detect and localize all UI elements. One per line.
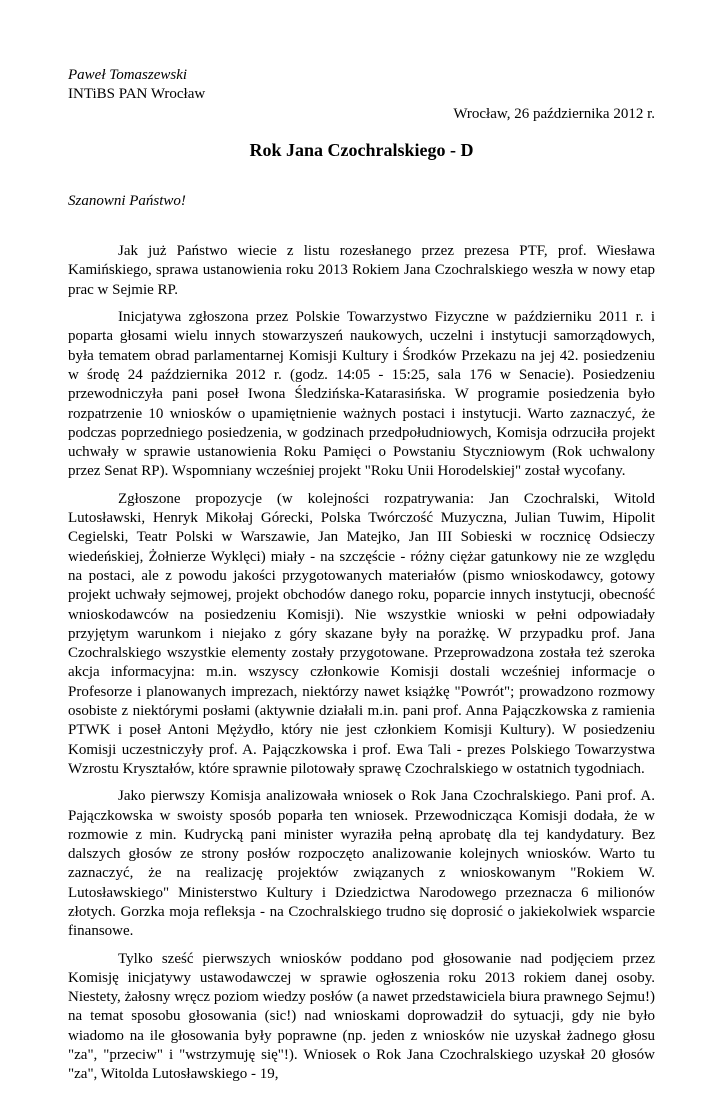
paragraph: Jako pierwszy Komisja analizowała wniosek o Rok Jana Czochralskiego. Pani prof. A. Pajączkowska w swoisty sposób poparła ten wniosek. Przewodnicząca Komisji dodała, że w rozmowie z min. Kudrycką pani minister wyraziła pełną aprobatę dla tej kandydatury. Bez dalszych głosów ze strony posłów rozpoczęto analizowanie kolejnych wniosków. Warto tu zaznaczyć, że na realizację projektów związanych z wnioskowanym "Rokiem W. Lutosławskiego" Ministerstwo Kultury i Dziedzictwa Narodowego przeznacza 6 milionów złotych. Gorzka moja refleksja - na Czochralskiego trudno się doprosić o jakiekolwiek wsparcie finansowe. [68,788,655,940]
document-title: Rok Jana Czochralskiego - D [249,139,474,160]
paragraph: Tylko sześć pierwszych wniosków poddano pod głosowanie nad podjęciem przez Komisję inicjatywy ustawodawczej w sprawie ogłoszenia roku 2013 rokiem danej osoby. Niestety, żałosny wręcz poziom wiedzy posłów (a nawet przedstawiciela biura prawnego Sejmu!) na temat sposobu głosowania (sic!) nad wnioskami doprowadził do sytuacji, gdy nie było wiadomo na ile głosowania były poprawne (np. jeden z wniosków nie uzyskał żadnego głosu "za", "przeciw" i "wstrzymuję się"!). Wniosek o Rok Jana Czochralskiego uzyskał 20 głosów "za", Witolda Lutosławskiego - 19, [68,950,655,1083]
document-page [68,66,655,1093]
salutation: Szanowni Państwo! [68,192,186,209]
letter-body [68,242,655,1084]
paragraph: Jak już Państwo wiecie z listu rozesłanego przez prezesa PTF, prof. Wiesława Kamińskiego, sprawa ustanowienia roku 2013 Rokiem Jana Czochralskiego weszła w nowy etap prac w Sejmie RP. [68,243,655,298]
paragraph: Inicjatywa zgłoszona przez Polskie Towarzystwo Fizyczne w październiku 2011 r. i poparta głosami wielu innych stowarzyszeń naukowych, uczelni i instytucji samorządowych, była tematem obrad parlamentarnej Komisji Kultury i Środków Przekazu na jej 42. posiedzeniu w środę 24 października 2012 r. (godz. 14:05 - 15:25, sala 176 w Senacie). Posiedzeniu przewodniczyła pani poseł Iwona Śledzińska-Katarasińska. W programie posiedzenia było rozpatrzenie 10 wniosków o upamiętnienie ważnych postaci i instytucji. Warto zaznaczyć, że podczas poprzedniego posiedzenia, w godzinach przedpołudniowych, Komisja odrzuciła projekt uchwały w sprawie ustanowienia Roku Pamięci o Powstaniu Styczniowym (Rok uchwalony przez Senat RP). Wspomniany wcześniej projekt "Roku Unii Horodelskiej" został wycofany. [68,309,655,480]
author-name: Paweł Tomaszewski [68,67,188,83]
letter-date: Wrocław, 26 października 2012 r. [453,105,655,122]
author-institution: INTiBS PAN Wrocław [68,86,206,103]
paragraph: Zgłoszone propozycje (w kolejności rozpatrywania: Jan Czochralski, Witold Lutosławski, Henryk Mikołaj Górecki, Polska Twórczość Muzyczna, Julian Tuwim, Hipolit Cegielski, Teatr Polski w Warszawie, Jan Matejko, Jan III Sobieski w rocznicę Odsieczy wiedeńskiej, Żołnierze Wyklęci) miały - na szczęście - różny ciężar gatunkowy nie ze względu na postaci, ale z powodu jakości przygotowanych materiałów (pismo wnioskodawcy, gotowy projekt uchwały sejmowej, projekt obchodów danego roku, poparcie innych instytucji, obecność wnioskodawców na posiedzeniu Komisji). Nie wszystkie wnioski w pełni odpowiadały przyjętym warunkom i niejako z góry skazane były na porażkę. W przypadku prof. Jana Czochralskiego wszystkie elementy zostały przygotowane. Przeprowadzona została też szeroka akcja informacyjna: m.in. wszyscy członkowie Komisji dostali wcześniej informacje o Profesorze i planowanych imprezach, niektórzy nawet książkę "Powrót"; prowadzono rozmowy osobiste z niektórymi posłami (aktywnie działali m.in. pani prof. Anna Pajączkowska z ramienia PTWK i poseł Antoni Mężydło, który nie jest członkiem Komisji Kultury). W posiedzeniu Komisji uczestniczyły prof. A. Pajączkowska i prof. Ewa Tali - prezes Polskiego Towarzystwa Wzrostu Kryształów, które sprawnie pilotowały sprawę Czochralskiego w ostatnich tygodniach. [68,490,655,777]
